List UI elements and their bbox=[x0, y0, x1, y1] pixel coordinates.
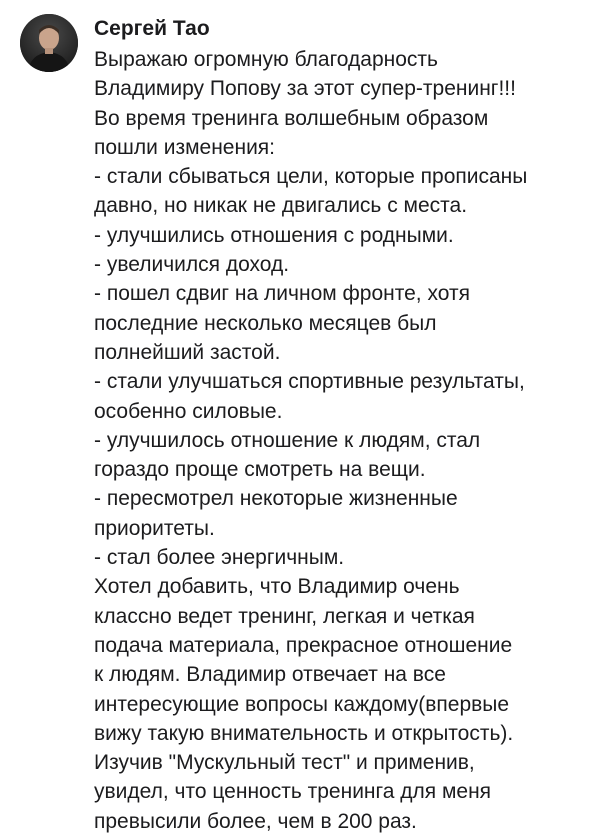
comment-text bbox=[94, 45, 599, 836]
comment-line: - пошел сдвиг на личном фронте, хотя bbox=[94, 282, 470, 306]
comment-line: - улучшилось отношение к людям, стал bbox=[94, 428, 481, 452]
comment-line: гораздо проще смотреть на вещи. bbox=[94, 458, 426, 482]
comment-line: Выражаю огромную благодарность bbox=[94, 48, 438, 71]
author-name[interactable]: Сергей Тао bbox=[94, 17, 210, 40]
comment-line: Изучив "Мускульный тест" и применив, bbox=[94, 751, 475, 775]
comment-line: Владимиру Попову за этот супер-тренинг!!! bbox=[94, 77, 516, 101]
comment-line: - увеличился доход. bbox=[94, 253, 290, 277]
comment-line: - стали улучшаться спортивные результаты, bbox=[94, 370, 525, 394]
comment-line: увидел, что ценность тренинга для меня bbox=[94, 780, 492, 804]
comment-line: превысили более, чем в 200 раз. bbox=[94, 809, 417, 833]
comment-line: вижу такую внимательность и открытость). bbox=[94, 721, 514, 745]
comment-line: полнейший застой. bbox=[94, 340, 281, 364]
comment-line: - улучшились отношения с родными. bbox=[94, 223, 454, 247]
comment-line: приоритеты. bbox=[94, 516, 215, 540]
comment-line: давно, но никак не двигались с места. bbox=[94, 194, 468, 218]
comment-line: особенно силовые. bbox=[94, 399, 283, 423]
comment-line: последние несколько месяцев был bbox=[94, 311, 437, 335]
comment-line: к людям. Владимир отвечает на все bbox=[94, 663, 446, 687]
user-photo-icon bbox=[20, 14, 78, 72]
comment-line: Во время тренинга волшебным образом bbox=[94, 106, 489, 130]
comment-line: Хотел добавить, что Владимир очень bbox=[94, 575, 460, 599]
comment-line: - стал более энергичным. bbox=[94, 546, 345, 570]
comment-line: интересующие вопросы каждому(впервые bbox=[94, 692, 510, 716]
comment-line: классно ведет тренинг, легкая и четкая bbox=[94, 604, 475, 628]
avatar[interactable] bbox=[20, 14, 78, 72]
comment-line: пошли изменения: bbox=[94, 135, 276, 159]
comment-line: - стали сбываться цели, которые прописаны bbox=[94, 165, 528, 189]
comment-line: - пересмотрел некоторые жизненные bbox=[94, 487, 458, 511]
comment-line: подача материала, прекрасное отношение bbox=[94, 633, 513, 657]
